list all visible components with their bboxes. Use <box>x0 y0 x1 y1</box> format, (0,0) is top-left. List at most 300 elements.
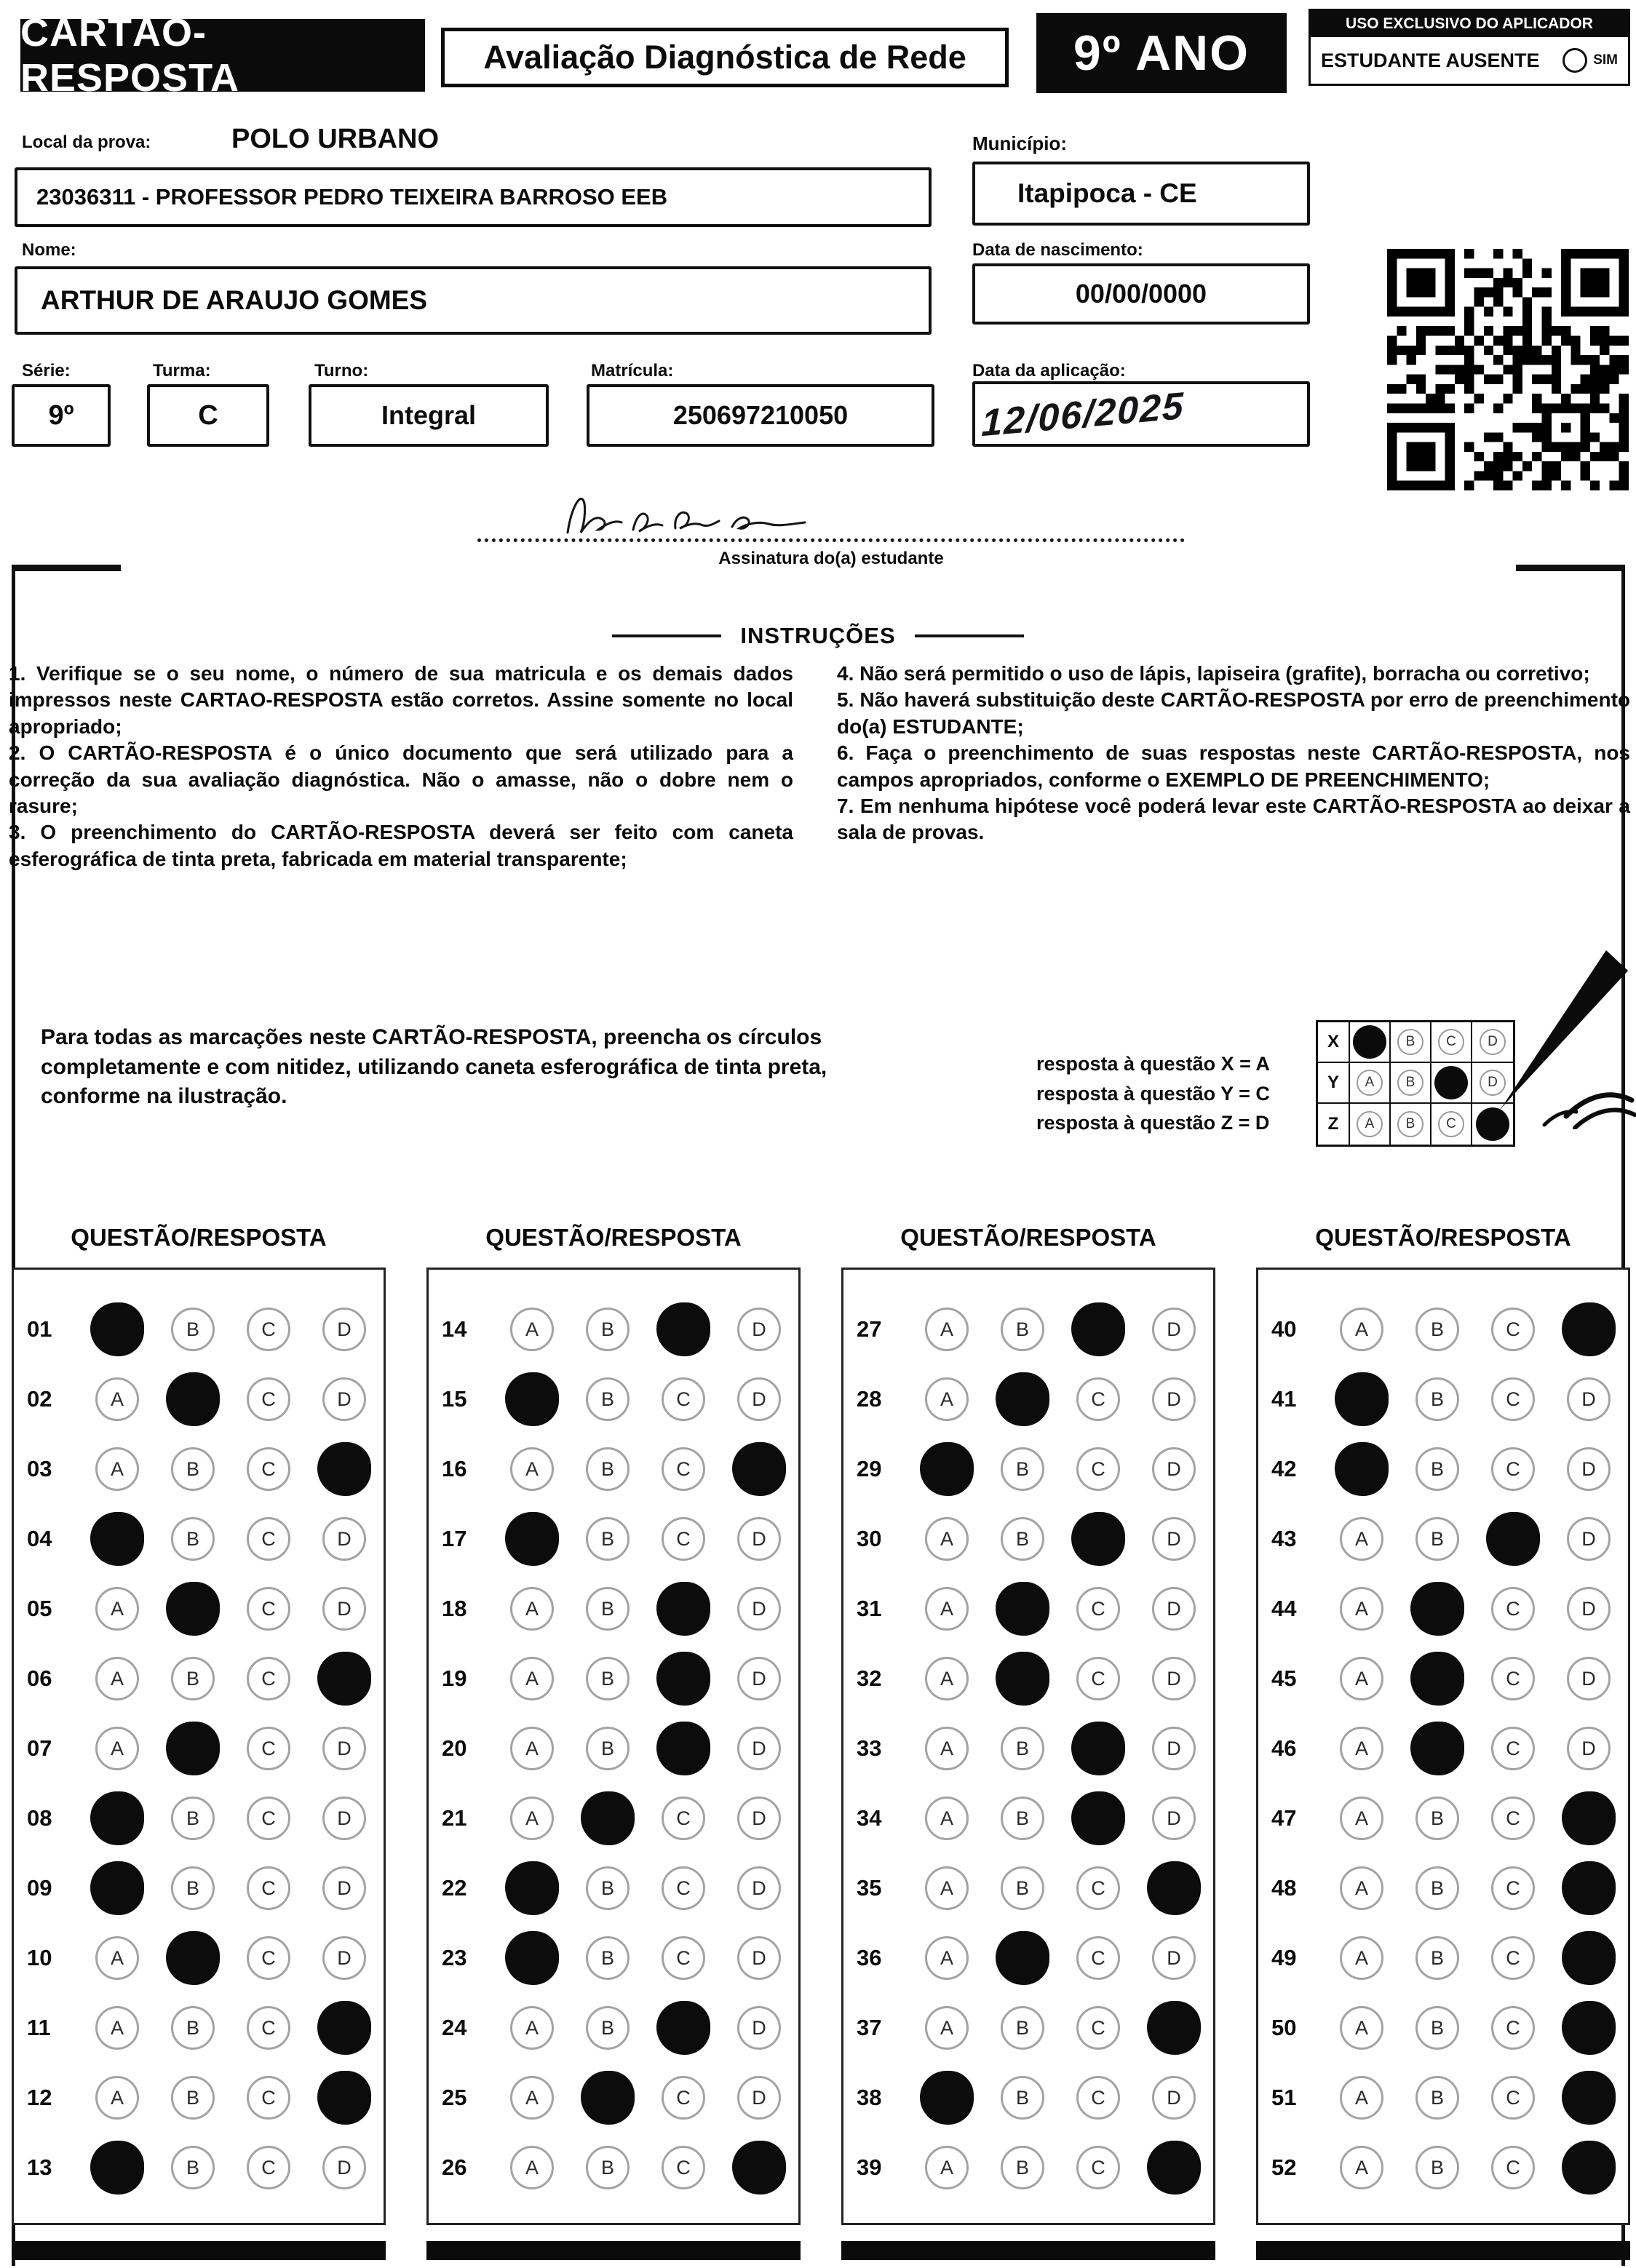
bubble-option: B <box>1001 1866 1044 1910</box>
bubble-marked <box>1562 2141 1616 2195</box>
bubble-option: B <box>586 1936 630 1980</box>
answer-cell <box>1136 2001 1212 2055</box>
bubble-marked <box>1562 1861 1616 1915</box>
answer-cell <box>909 1377 985 1421</box>
answer-cell <box>1551 1791 1627 1845</box>
answer-cell <box>494 1512 570 1566</box>
answer-cell <box>1399 1308 1475 1351</box>
bubble-option: C <box>247 1866 290 1910</box>
answer-cell <box>1060 2006 1136 2050</box>
question-row <box>1258 1574 1628 1644</box>
bubble-marked <box>505 1512 559 1566</box>
bubble-option: D <box>1567 1587 1611 1631</box>
answer-cell <box>79 1512 155 1566</box>
card-title: CARTÃO-RESPOSTA <box>20 19 425 92</box>
answer-cell <box>1399 1936 1475 1980</box>
question-row <box>843 1993 1213 2063</box>
answer-cell <box>1399 2076 1475 2120</box>
bubble-option: B <box>1001 1517 1044 1561</box>
instruction-item: 7. Em nenhuma hipótese você poderá levar este CARTÃO-RESPOSTA ao deixar a sala de provas. <box>837 794 1630 844</box>
bubble-option: C <box>247 2076 290 2120</box>
answer-cell <box>155 1517 231 1561</box>
answer-cell <box>1399 1652 1475 1706</box>
bubble-marked <box>1335 1372 1389 1426</box>
question-number: 30 <box>857 1526 882 1551</box>
answer-cell <box>1136 1377 1212 1421</box>
answer-cell <box>1136 1936 1212 1980</box>
answer-cell <box>570 1587 646 1631</box>
answer-cell <box>1060 1936 1136 1980</box>
question-row <box>843 1853 1213 1923</box>
bubble-option: B <box>586 1727 630 1770</box>
answer-cell <box>721 1797 797 1840</box>
bubble-option: C <box>1076 1657 1120 1700</box>
bubble-option: A <box>925 1936 969 1980</box>
answer-cell <box>570 1791 646 1845</box>
answer-cell <box>1551 2071 1627 2125</box>
answer-cell <box>721 1442 797 1496</box>
answer-cell <box>1475 1587 1551 1631</box>
question-row <box>429 1783 798 1853</box>
bubble-option: C <box>1491 2076 1535 2120</box>
answer-cell <box>155 1931 231 1985</box>
bubble-option: B <box>586 1308 630 1351</box>
bubble-option: D <box>737 1936 781 1980</box>
bubble-marked <box>996 1652 1049 1706</box>
answer-cell <box>1060 1657 1136 1700</box>
bubble-option: B <box>1415 2006 1459 2050</box>
bubble-option: D <box>1567 1377 1611 1421</box>
bubble-option: C <box>662 2146 705 2189</box>
answer-cell <box>1324 1372 1399 1426</box>
bubble-option: A <box>1340 1657 1383 1700</box>
answer-cell <box>1475 1308 1551 1351</box>
bubble-marked <box>581 2071 635 2125</box>
bubble-option: B <box>586 2006 630 2050</box>
answer-cell <box>306 2001 382 2055</box>
bubble-option: A <box>1340 1936 1383 1980</box>
bubble-marked <box>920 2071 974 2125</box>
instruction-item: 6. Faça o preenchimento de suas respostas neste CARTÃO-RESPOSTA, nos campos apropriados, conforme o EXEMPLO DE PREENCHIMENTO; <box>837 741 1630 791</box>
registration-bar <box>841 2241 1215 2260</box>
bubble-option: C <box>1076 2006 1120 2050</box>
answer-cell <box>1475 2146 1551 2189</box>
answer-cell <box>1475 1512 1551 1566</box>
bubble-option: B <box>1001 1308 1044 1351</box>
bubble-option: D <box>1152 1377 1196 1421</box>
answer-cell <box>1475 1727 1551 1770</box>
bubble-option: A <box>1340 1308 1383 1351</box>
question-row <box>429 1504 798 1574</box>
answer-cell <box>231 1657 306 1700</box>
answer-cell <box>570 2146 646 2189</box>
question-number: 38 <box>857 2085 882 2110</box>
question-row <box>429 1574 798 1644</box>
bubble-marked <box>996 1372 1049 1426</box>
bubble-option: C <box>247 2146 290 2189</box>
answer-cell <box>306 1727 382 1770</box>
question-row <box>843 2063 1213 2133</box>
answer-cell <box>1475 1936 1551 1980</box>
aplicacao-label: Data da aplicação: <box>972 361 1126 381</box>
bubble-option: D <box>1152 1517 1196 1561</box>
bubble-marked <box>166 1931 220 1985</box>
example-cell <box>1391 1104 1432 1145</box>
applicator-box <box>1309 9 1630 86</box>
question-number: 12 <box>27 2085 52 2110</box>
bubble-option: A <box>95 1377 139 1421</box>
bubble-option: B <box>586 1377 630 1421</box>
answer-cell <box>909 1657 985 1700</box>
question-row <box>429 1853 798 1923</box>
bubble-marked <box>1410 1722 1464 1775</box>
example-cell <box>1391 1022 1432 1062</box>
answer-cell <box>1475 2006 1551 2050</box>
answer-cell <box>231 2076 306 2120</box>
question-row <box>14 1783 384 1853</box>
bubble-option: D <box>322 1866 366 1910</box>
answer-cell <box>155 1657 231 1700</box>
answer-cell <box>570 1308 646 1351</box>
turma-label: Turma: <box>153 361 211 381</box>
bubble-option: A <box>1340 1797 1383 1840</box>
serie-label: Série: <box>22 361 71 381</box>
answer-cell <box>570 1657 646 1700</box>
example-cell <box>1391 1063 1432 1102</box>
bubble-option: D <box>1567 1657 1611 1700</box>
answer-cell <box>1136 1308 1212 1351</box>
bubble-option: A <box>925 2146 969 2189</box>
question-number: 43 <box>1271 1526 1297 1551</box>
bubble-option: D <box>737 1377 781 1421</box>
signature-scribble <box>495 490 888 541</box>
answer-cell <box>155 2006 231 2050</box>
answer-cell <box>985 1447 1060 1491</box>
example-row-label: X <box>1318 1022 1350 1062</box>
bubble-option: A <box>510 1308 554 1351</box>
bubble-option: A <box>1340 1587 1383 1631</box>
question-row <box>429 1434 798 1504</box>
instructions-column-right <box>837 661 1630 846</box>
bubble-option: D <box>1152 1587 1196 1631</box>
marking-instruction: Para todas as marcações neste CARTÃO-RESPOSTA, preencha os círculos completamente e com nitidez, utilizando caneta esferográfica de tinta preta, conforme na ilustração. <box>41 1025 827 1108</box>
municipio-field: Itapipoca - CE <box>972 162 1310 226</box>
answer-cell <box>909 1308 985 1351</box>
bubble-option: A <box>925 1308 969 1351</box>
answer-cell <box>494 1308 570 1351</box>
question-row <box>14 2133 384 2203</box>
bubble-option: D <box>322 1727 366 1770</box>
question-number: 19 <box>442 1666 467 1691</box>
question-number: 52 <box>1271 2154 1297 2180</box>
question-number: 20 <box>442 1735 467 1761</box>
bubble-marked <box>656 1302 710 1356</box>
bubble-marked <box>166 1372 220 1426</box>
bubble-option: A <box>925 1517 969 1561</box>
answer-cell <box>1475 1657 1551 1700</box>
bubble-option: B <box>1001 1797 1044 1840</box>
bubble-option: C <box>247 2006 290 2050</box>
answers-column-header: QUESTÃO/RESPOSTA <box>1315 1224 1571 1251</box>
answer-cell <box>646 1797 721 1840</box>
question-row <box>843 1783 1213 1853</box>
answer-cell <box>306 1442 382 1496</box>
question-number: 05 <box>27 1596 52 1621</box>
answer-cell <box>570 1727 646 1770</box>
bubble-option: C <box>1076 1587 1120 1631</box>
question-number: 34 <box>857 1805 882 1831</box>
answer-cell <box>1060 1377 1136 1421</box>
answer-cell <box>79 1861 155 1915</box>
nascimento-label: Data de nascimento: <box>972 240 1143 260</box>
nome-field: ARTHUR DE ARAUJO GOMES <box>15 266 932 335</box>
bubble-option: C <box>1491 1308 1535 1351</box>
bubble-option: C <box>247 1657 290 1700</box>
bubble-option: C <box>662 1936 705 1980</box>
bubble-option: A <box>1340 1866 1383 1910</box>
answer-cell <box>494 1587 570 1631</box>
answer-cell <box>909 1727 985 1770</box>
answer-cell <box>231 1308 306 1351</box>
bubble-marked <box>732 2141 786 2195</box>
bubble-option: B <box>586 1447 630 1491</box>
answer-cell <box>721 1727 797 1770</box>
answer-cell <box>909 1797 985 1840</box>
question-row <box>1258 1294 1628 1364</box>
answer-cell <box>646 2001 721 2055</box>
bubble-option: C <box>247 1308 290 1351</box>
bubble-option: B <box>1001 2076 1044 2120</box>
question-number: 04 <box>27 1526 52 1551</box>
answer-cell <box>1551 1377 1627 1421</box>
answer-cell <box>79 2006 155 2050</box>
question-number: 41 <box>1271 1386 1297 1412</box>
bubble-marked <box>1147 1861 1201 1915</box>
question-number: 26 <box>442 2154 467 2180</box>
example-bubble: D <box>1480 1029 1506 1055</box>
bubble-marked <box>90 2141 144 2195</box>
answer-cell <box>306 2146 382 2189</box>
bubble-option: C <box>1076 1377 1120 1421</box>
bubble-option: D <box>322 2146 366 2189</box>
example-bubble: B <box>1397 1070 1423 1096</box>
example-cell <box>1350 1022 1391 1062</box>
bubble-option: A <box>925 1866 969 1910</box>
bubble-marked <box>1071 1791 1125 1845</box>
bubble-option: D <box>1152 1308 1196 1351</box>
question-number: 28 <box>857 1386 882 1412</box>
bubble-option: C <box>1076 1936 1120 1980</box>
answer-cell <box>1399 2146 1475 2189</box>
qr-code <box>1387 249 1629 490</box>
answer-cell <box>231 2006 306 2050</box>
bubble-option: C <box>1491 1657 1535 1700</box>
answer-cell <box>1136 1797 1212 1840</box>
question-number: 42 <box>1271 1456 1297 1481</box>
bubble-marked <box>317 1442 371 1496</box>
answer-cell <box>570 1517 646 1561</box>
bubble-option: A <box>95 1587 139 1631</box>
bubble-option: C <box>1491 1936 1535 1980</box>
answer-cell <box>1324 1442 1399 1496</box>
question-row <box>429 2063 798 2133</box>
answer-cell <box>570 1936 646 1980</box>
question-number: 17 <box>442 1526 467 1551</box>
answer-cell <box>1324 1587 1399 1631</box>
instructions-header <box>0 623 1636 649</box>
bubble-option: B <box>171 1308 215 1351</box>
question-row <box>1258 1783 1628 1853</box>
question-row <box>843 1714 1213 1783</box>
question-number: 21 <box>442 1805 467 1831</box>
answer-cell <box>721 2006 797 2050</box>
bubble-option: C <box>662 2076 705 2120</box>
answer-cell <box>1136 1587 1212 1631</box>
example-cell <box>1350 1104 1391 1145</box>
bubble-option: A <box>95 2006 139 2050</box>
turno-label: Turno: <box>314 361 369 381</box>
answer-cell <box>79 2076 155 2120</box>
absent-label: ESTUDANTE AUSENTE <box>1321 49 1540 71</box>
answer-cell <box>721 1866 797 1910</box>
bubble-option: A <box>1340 2076 1383 2120</box>
bubble-option: C <box>662 1517 705 1561</box>
answer-cell <box>231 2146 306 2189</box>
bubble-marked <box>996 1931 1049 1985</box>
question-number: 11 <box>27 2015 51 2040</box>
bubble-marked <box>1562 1931 1616 1985</box>
example-cell <box>1350 1063 1391 1102</box>
matricula-field: 250697210050 <box>587 384 934 447</box>
bubble-option: B <box>1415 1517 1459 1561</box>
answer-cell <box>570 2006 646 2050</box>
example-bubble: C <box>1438 1029 1464 1055</box>
bubble-marked <box>166 1582 220 1636</box>
question-number: 03 <box>27 1456 52 1481</box>
bubble-option: A <box>1340 2006 1383 2050</box>
bubble-option: B <box>1001 2006 1044 2050</box>
question-number: 13 <box>27 2154 52 2180</box>
bubble-option: B <box>1001 1447 1044 1491</box>
local-label: Local da prova: <box>22 132 151 152</box>
answer-cell <box>1324 2146 1399 2189</box>
question-number: 14 <box>442 1316 467 1342</box>
answer-cell <box>985 1517 1060 1561</box>
example-bubble: B <box>1397 1111 1423 1137</box>
question-row <box>843 1574 1213 1644</box>
answer-cell <box>1060 1866 1136 1910</box>
answer-cell <box>79 1377 155 1421</box>
bubble-option: D <box>1152 2076 1196 2120</box>
bubble-marked <box>1071 1722 1125 1775</box>
bubble-option: A <box>510 2076 554 2120</box>
answer-cell <box>306 1936 382 1980</box>
answer-cell <box>909 1442 985 1496</box>
bubble-option: D <box>322 1377 366 1421</box>
answer-cell <box>721 2141 797 2195</box>
answer-cell <box>494 1931 570 1985</box>
answer-cell <box>1324 1657 1399 1700</box>
bubble-option: C <box>1076 2076 1120 2120</box>
question-row <box>14 1923 384 1993</box>
bubble-marked <box>1562 1302 1616 1356</box>
answer-cell <box>1324 1727 1399 1770</box>
bubble-marked <box>90 1791 144 1845</box>
answer-cell <box>570 1447 646 1491</box>
example-bubble: A <box>1357 1070 1383 1096</box>
answer-column <box>426 1268 801 2225</box>
answer-cell <box>1399 2006 1475 2050</box>
question-row <box>14 1364 384 1434</box>
bubble-option: D <box>322 1797 366 1840</box>
answer-cell <box>155 1722 231 1775</box>
answer-cell <box>985 1652 1060 1706</box>
answer-cell <box>1324 2006 1399 2050</box>
answer-cell <box>1136 1727 1212 1770</box>
answer-cell <box>909 1517 985 1561</box>
answer-cell <box>1399 1377 1475 1421</box>
registration-bar <box>12 2241 386 2260</box>
question-number: 39 <box>857 2154 882 2180</box>
question-row <box>429 1923 798 1993</box>
question-row <box>14 1574 384 1644</box>
bubble-option: A <box>95 2076 139 2120</box>
bubble-option: A <box>925 1377 969 1421</box>
question-number: 08 <box>27 1805 52 1831</box>
question-number: 15 <box>442 1386 467 1412</box>
bubble-option: D <box>1152 1797 1196 1840</box>
bubble-marked <box>1486 1512 1540 1566</box>
answer-cell <box>494 1372 570 1426</box>
answer-cell <box>985 1931 1060 1985</box>
answers-section <box>12 1224 1630 2260</box>
answer-cell <box>1060 1791 1136 1845</box>
question-row <box>14 1644 384 1714</box>
bubble-option: B <box>1415 1447 1459 1491</box>
question-row <box>1258 1714 1628 1783</box>
answer-cell <box>909 1866 985 1910</box>
question-number: 18 <box>442 1596 467 1621</box>
answer-cell <box>231 1936 306 1980</box>
exam-title: Avaliação Diagnóstica de Rede <box>441 28 1009 87</box>
instruction-item: 2. O CARTÃO-RESPOSTA é o único documento que será utilizado para a correção da sua avaliação diagnóstica. Não o amasse, não o dobre nem o rasure; <box>9 741 793 817</box>
question-number: 48 <box>1271 1875 1297 1901</box>
question-number: 37 <box>857 2015 882 2040</box>
question-number: 24 <box>442 2015 467 2040</box>
answer-cell <box>1475 1866 1551 1910</box>
bubble-marked <box>1562 1791 1616 1845</box>
answer-cell <box>1136 1861 1212 1915</box>
signature-label: Assinatura do(a) estudante <box>718 549 944 568</box>
answer-cell <box>646 1517 721 1561</box>
answer-cell <box>306 1308 382 1351</box>
answer-cell <box>1399 1797 1475 1840</box>
frame-corner-top-left <box>12 565 121 571</box>
answer-cell <box>79 1302 155 1356</box>
bubble-option: D <box>737 1657 781 1700</box>
bubble-option: B <box>171 2146 215 2189</box>
bubble-option: D <box>1152 1657 1196 1700</box>
answer-cell <box>1475 1797 1551 1840</box>
bubble-option: D <box>1567 1727 1611 1770</box>
question-number: 10 <box>27 1945 52 1970</box>
bubble-option: B <box>171 2076 215 2120</box>
answer-cell <box>231 1797 306 1840</box>
answer-cell <box>306 2071 382 2125</box>
bubble-option: B <box>1415 1308 1459 1351</box>
answer-cell <box>231 1377 306 1421</box>
question-row <box>1258 1853 1628 1923</box>
